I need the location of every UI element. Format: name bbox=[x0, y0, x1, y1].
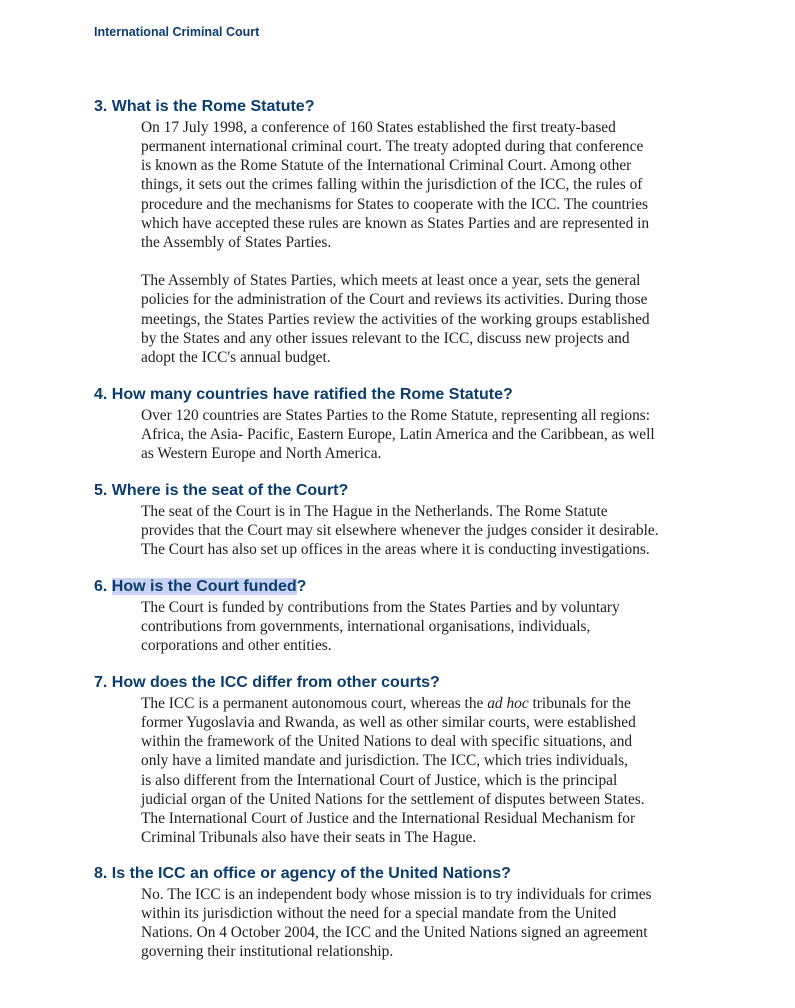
question-text: Where is the seat of the Court? bbox=[111, 482, 349, 499]
text-line: Over 120 countries are States Parties to the Rome Statute, representing all regions: bbox=[141, 407, 651, 424]
text-line: The Court is funded by contributions from the States Parties and by voluntary bbox=[141, 599, 620, 616]
text-line: former Yugoslavia and Rwanda, as well as other similar courts, were established bbox=[141, 714, 636, 732]
text-line: within the framework of the United Nations to deal with specific situations, and bbox=[141, 733, 633, 751]
text-line: The Assembly of States Parties, which meets at least once a year, sets the general bbox=[141, 272, 641, 290]
text-line: as Western Europe and North America. bbox=[141, 445, 382, 463]
text-line: No. The ICC is an independent body whose mission is to try individuals for crimes bbox=[141, 886, 652, 903]
faq-section-6 bbox=[94, 576, 714, 655]
text-line: is known as the Rome Statute of the International Criminal Court. Among other bbox=[141, 157, 632, 175]
text-line: The International Court of Justice and the International Residual Mechanism for bbox=[141, 809, 636, 827]
question-text: How many countries have ratified the Rome Statute? bbox=[111, 386, 513, 403]
answer-paragraph bbox=[141, 885, 714, 962]
question-number: 6. bbox=[94, 578, 108, 595]
answer bbox=[141, 598, 714, 655]
text-selection-highlight[interactable]: How is the Court funded bbox=[111, 578, 297, 595]
text-line: governing their institutional relationship. bbox=[141, 943, 394, 961]
question-number: 5. bbox=[94, 482, 108, 499]
question-heading bbox=[94, 576, 714, 598]
question-text bbox=[112, 578, 307, 595]
faq-section-7 bbox=[94, 672, 714, 847]
text-line: contributions from governments, international organisations, individuals, bbox=[141, 618, 591, 636]
answer-paragraph bbox=[141, 694, 714, 847]
text-line: The Court has also set up offices in the areas where it is conducting investigations. bbox=[141, 541, 650, 559]
question-text: What is the Rome Statute? bbox=[111, 98, 315, 115]
italic-term: ad hoc bbox=[487, 695, 529, 712]
text-line: Africa, the Asia- Pacific, Eastern Europe, Latin America and the Caribbean, as well bbox=[141, 426, 655, 444]
faq-section-5 bbox=[94, 480, 714, 559]
text-line: by the States and any other issues relevant to the ICC, discuss new projects and bbox=[141, 329, 630, 347]
text-line: Nations. On 4 October 2004, the ICC and the United Nations signed an agreement bbox=[141, 924, 648, 942]
text-line: is also different from the International Court of Justice, which is the principal bbox=[141, 771, 618, 789]
faq-section-3 bbox=[94, 96, 714, 367]
answer-paragraph bbox=[141, 502, 714, 559]
text-line: On 17 July 1998, a conference of 160 States established the first treaty-based bbox=[141, 119, 616, 136]
question-heading bbox=[94, 480, 714, 502]
answer bbox=[141, 694, 714, 847]
text-line: policies for the administration of the Court and reviews its activities. During those bbox=[141, 291, 648, 309]
answer-paragraph bbox=[141, 406, 714, 463]
answer bbox=[141, 885, 714, 962]
answer bbox=[141, 406, 714, 463]
question-number: 8. bbox=[94, 865, 108, 882]
text-line: the Assembly of States Parties. bbox=[141, 233, 332, 251]
text-line: judicial organ of the United Nations for the settlement of disputes between States. bbox=[141, 790, 645, 808]
question-text: Is the ICC an office or agency of the United Nations? bbox=[111, 865, 511, 882]
text-run: tribunals for the bbox=[528, 695, 631, 712]
question-heading bbox=[94, 863, 714, 885]
question-heading bbox=[94, 384, 714, 406]
text-line: corporations and other entities. bbox=[141, 637, 332, 655]
text-line: procedure and the mechanisms for States to cooperate with the ICC. The countries bbox=[141, 195, 649, 213]
text-line: meetings, the States Parties review the activities of the working groups established bbox=[141, 310, 650, 328]
text-line bbox=[141, 694, 714, 713]
question-tail: ? bbox=[296, 578, 307, 595]
text-line: things, it sets out the crimes falling within the jurisdiction of the ICC, the rules of bbox=[141, 176, 643, 194]
text-line: which have accepted these rules are known as States Parties and are represented in bbox=[141, 214, 650, 232]
text-line: only have a limited mandate and jurisdiction. The ICC, which tries individuals, bbox=[141, 752, 628, 770]
faq-section-8 bbox=[94, 863, 714, 962]
answer-paragraph bbox=[141, 271, 714, 367]
answer-paragraph bbox=[141, 118, 714, 252]
text-line: Criminal Tribunals also have their seats in The Hague. bbox=[141, 829, 477, 847]
text-line: adopt the ICC's annual budget. bbox=[141, 348, 331, 366]
running-header: International Criminal Court bbox=[94, 25, 260, 39]
text-line: within its jurisdiction without the need for a special mandate from the United bbox=[141, 905, 617, 923]
answer bbox=[141, 502, 714, 559]
text-line: The seat of the Court is in The Hague in the Netherlands. The Rome Statute bbox=[141, 503, 608, 520]
question-heading bbox=[94, 672, 714, 694]
faq-section-4 bbox=[94, 384, 714, 463]
question-heading bbox=[94, 96, 714, 118]
question-number: 7. bbox=[94, 674, 108, 691]
question-text: How does the ICC differ from other courts? bbox=[111, 674, 440, 691]
text-line: permanent international criminal court. The treaty adopted during that conference bbox=[141, 138, 644, 156]
question-number: 3. bbox=[94, 98, 108, 115]
text-line: provides that the Court may sit elsewhere whenever the judges consider it desirable. bbox=[141, 522, 659, 540]
text-run: The ICC is a permanent autonomous court, whereas the bbox=[141, 695, 488, 712]
question-number: 4. bbox=[94, 386, 108, 403]
answer-paragraph bbox=[141, 598, 714, 655]
answer bbox=[141, 118, 714, 367]
